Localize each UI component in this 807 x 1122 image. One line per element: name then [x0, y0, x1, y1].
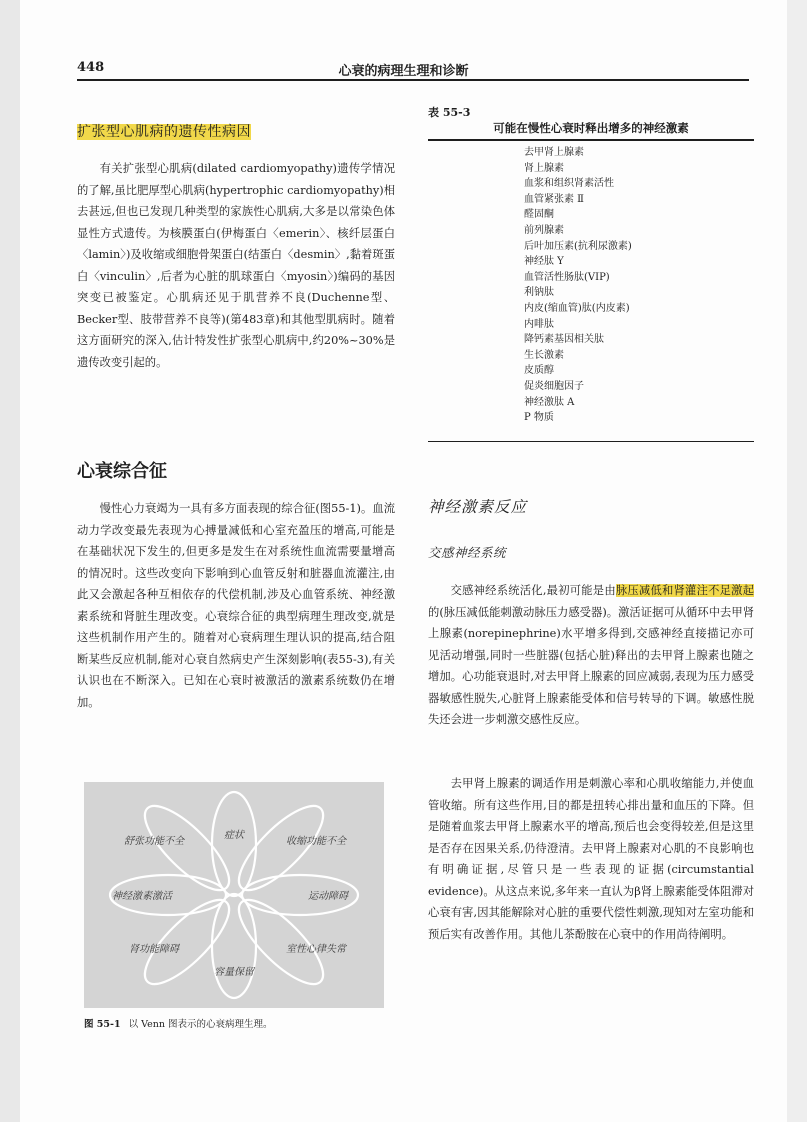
- list-item: 皮质醇: [524, 365, 554, 377]
- list-item: P 物质: [524, 412, 554, 424]
- list-item: 后叶加压素(抗利尿激素): [524, 240, 632, 252]
- list-item: 血管活性肠肽(VIP): [524, 271, 610, 283]
- venn-label-mid-left: 神经激素激活: [112, 891, 172, 902]
- running-title: 心衰的病理生理和诊断: [338, 64, 469, 79]
- highlighted-phrase: 脉压减低和肾灌注不足激起: [615, 584, 754, 597]
- paragraph-text: 的(脉压减低能刺激动脉压力感受器)。激活证据可从循环中去甲肾上腺素(norepinephrine)水平增多得到,交感神经直接描记亦可见活动增强,同时一些脏器(包括心脏)释出的去甲肾上腺素也随之增加。心功能衰退时,对去甲肾上腺素的回应减弱,表现为压力感受器敏感性脱失,心脏肾上腺素能受体和信号转导的下调。敏感性脱失还会进一步刺激交感性反应。: [428, 605, 754, 726]
- venn-petal-upper-left: [133, 794, 240, 901]
- figure-caption: [84, 1016, 272, 1030]
- venn-label-top: 症状: [224, 830, 244, 841]
- scan-edge-right: [787, 0, 807, 1122]
- list-item: 利钠肽: [524, 287, 554, 299]
- table-title: 可能在慢性心衰时释出增多的神经激素: [493, 121, 689, 135]
- neurohormone-list: [524, 145, 632, 426]
- paragraph-syndrome: 慢性心力衰竭为一具有多方面表现的综合征(图55-1)。血流动力学改变最先表现为心搏量减低和心室充盈压的增高,可能是在基础状况下发生的,但更多是发生在对系统性血流需要量增高的情况时。这些改变向下影响到心血管反射和脏器血流灌注,由此又会激起各种互相依存的代偿机制,涉及心血管系统、神经激素系统和肾脏生理改变。心衰综合征的典型病理生理改变,就是这些机制作用产生的。随着对心衰病理生理认识的提高,结合阻断某些反应机制,能对心衰自然病史产生深刻影响(表55-3),有关认识也在不断深入。已知在心衰时被激活的激素系统数仍在增加。: [77, 502, 395, 709]
- venn-diagram: [84, 782, 384, 1008]
- list-item: 生长激素: [524, 349, 564, 361]
- list-item: 血管紧张素 Ⅱ: [524, 193, 584, 205]
- venn-petal-bottom: [212, 894, 256, 998]
- table-label: 表 55-3: [428, 106, 471, 119]
- list-item: 神经肽 Y: [524, 256, 564, 268]
- list-item: 血浆和组织肾素活性: [524, 178, 614, 190]
- list-item: 肾上腺素: [524, 162, 564, 174]
- paragraph-sympathetic-activation: [428, 580, 754, 731]
- list-item: 神经激肽 A: [524, 396, 575, 408]
- section-heading-neurohormonal: 神经激素反应: [428, 498, 528, 516]
- venn-petal-lower-left: [133, 888, 240, 995]
- list-item: 去甲肾上腺素: [524, 147, 584, 158]
- venn-label-lower-left: 肾功能障碍: [129, 944, 179, 955]
- venn-petal-top: [212, 792, 256, 896]
- venn-label-mid-right: 运动障碍: [308, 891, 348, 902]
- table-rule-bottom: [428, 441, 754, 442]
- venn-label-upper-left: 舒张功能不全: [124, 836, 184, 847]
- list-item: 醛固酮: [524, 209, 554, 221]
- paragraph-norepinephrine: 去甲肾上腺素的调适作用是刺激心率和心肌收缩能力,并使血管收缩。所有这些作用,目的都是扭转心排出量和血压的下降。但是随着血浆去甲肾上腺素水平的增高,预后也会变得较差,但是这里是否存在因果关系,仍待澄清。去甲肾上腺素对心肌的不良影响也有明确证据,尽管只是一些表现的证据(circumstantial evidence)。从这点来说,多年来一直认为β肾上腺素能受体阻滞对心衰有害,因其能解除对心脏的重要代偿性刺激,现知对左室功能和预后实有改善作用。其他儿茶酚胺在心衰中的作用尚待阐明。: [428, 777, 754, 941]
- figure-caption-text: 以 Venn 图表示的心衰病理生理。: [128, 1019, 273, 1030]
- venn-petal-upper-right: [227, 794, 334, 901]
- venn-label-lower-right: 室性心律失常: [286, 944, 346, 955]
- subheading-sympathetic: 交感神经系统: [428, 545, 507, 560]
- scan-edge-left: [0, 0, 20, 1122]
- paragraph-text: 交感神经系统活化,最初可能是由: [450, 584, 616, 597]
- figure-number: 图 55-1: [84, 1019, 121, 1030]
- venn-label-bottom: 容量保留: [214, 967, 254, 978]
- highlighted-heading: 扩张型心肌病的遗传性病因: [77, 124, 251, 140]
- list-item: 内啡肽: [524, 318, 554, 330]
- list-item: 前列腺素: [524, 224, 564, 236]
- venn-figure: [84, 782, 384, 1008]
- list-item: 促炎细胞因子: [524, 380, 584, 392]
- page-number: 448: [77, 60, 105, 75]
- header-rule: [77, 79, 749, 81]
- table-rule-top: [428, 139, 754, 141]
- list-item: 内皮(缩血管)肽(内皮素): [524, 302, 630, 314]
- paragraph-genetic: 有关扩张型心肌病(dilated cardiomyopathy)遗传学情况的了解,虽比肥厚型心肌病(hypertrophic cardiomyopathy)相去甚远,但也已发现几种类型的家族性心肌病,大多是以常染色体显性方式遗传。为核膜蛋白(伊梅蛋白〈emerin〉、核纤层蛋白〈lamin〉)及收缩或细胞骨架蛋白(结蛋白〈desmin〉,黏着斑蛋白〈vinculin〉,后者为心脏的肌球蛋白〈myosin〉)编码的基因突变已被鉴定。心肌病还见于肌营养不良(Duchenne型、Becker型、肢带营养不良等)(第483章)和其他型肌病时。随着这方面研究的深入,估计特发性扩张型心肌病中,约20%~30%是遗传改变引起的。: [77, 162, 395, 369]
- section-heading-syndrome: 心衰综合征: [77, 461, 167, 482]
- venn-label-upper-right: 收缩功能不全: [286, 836, 346, 847]
- venn-petal-lower-right: [227, 888, 334, 995]
- list-item: 降钙素基因相关肽: [524, 334, 604, 346]
- section-heading-genetic: [77, 121, 395, 141]
